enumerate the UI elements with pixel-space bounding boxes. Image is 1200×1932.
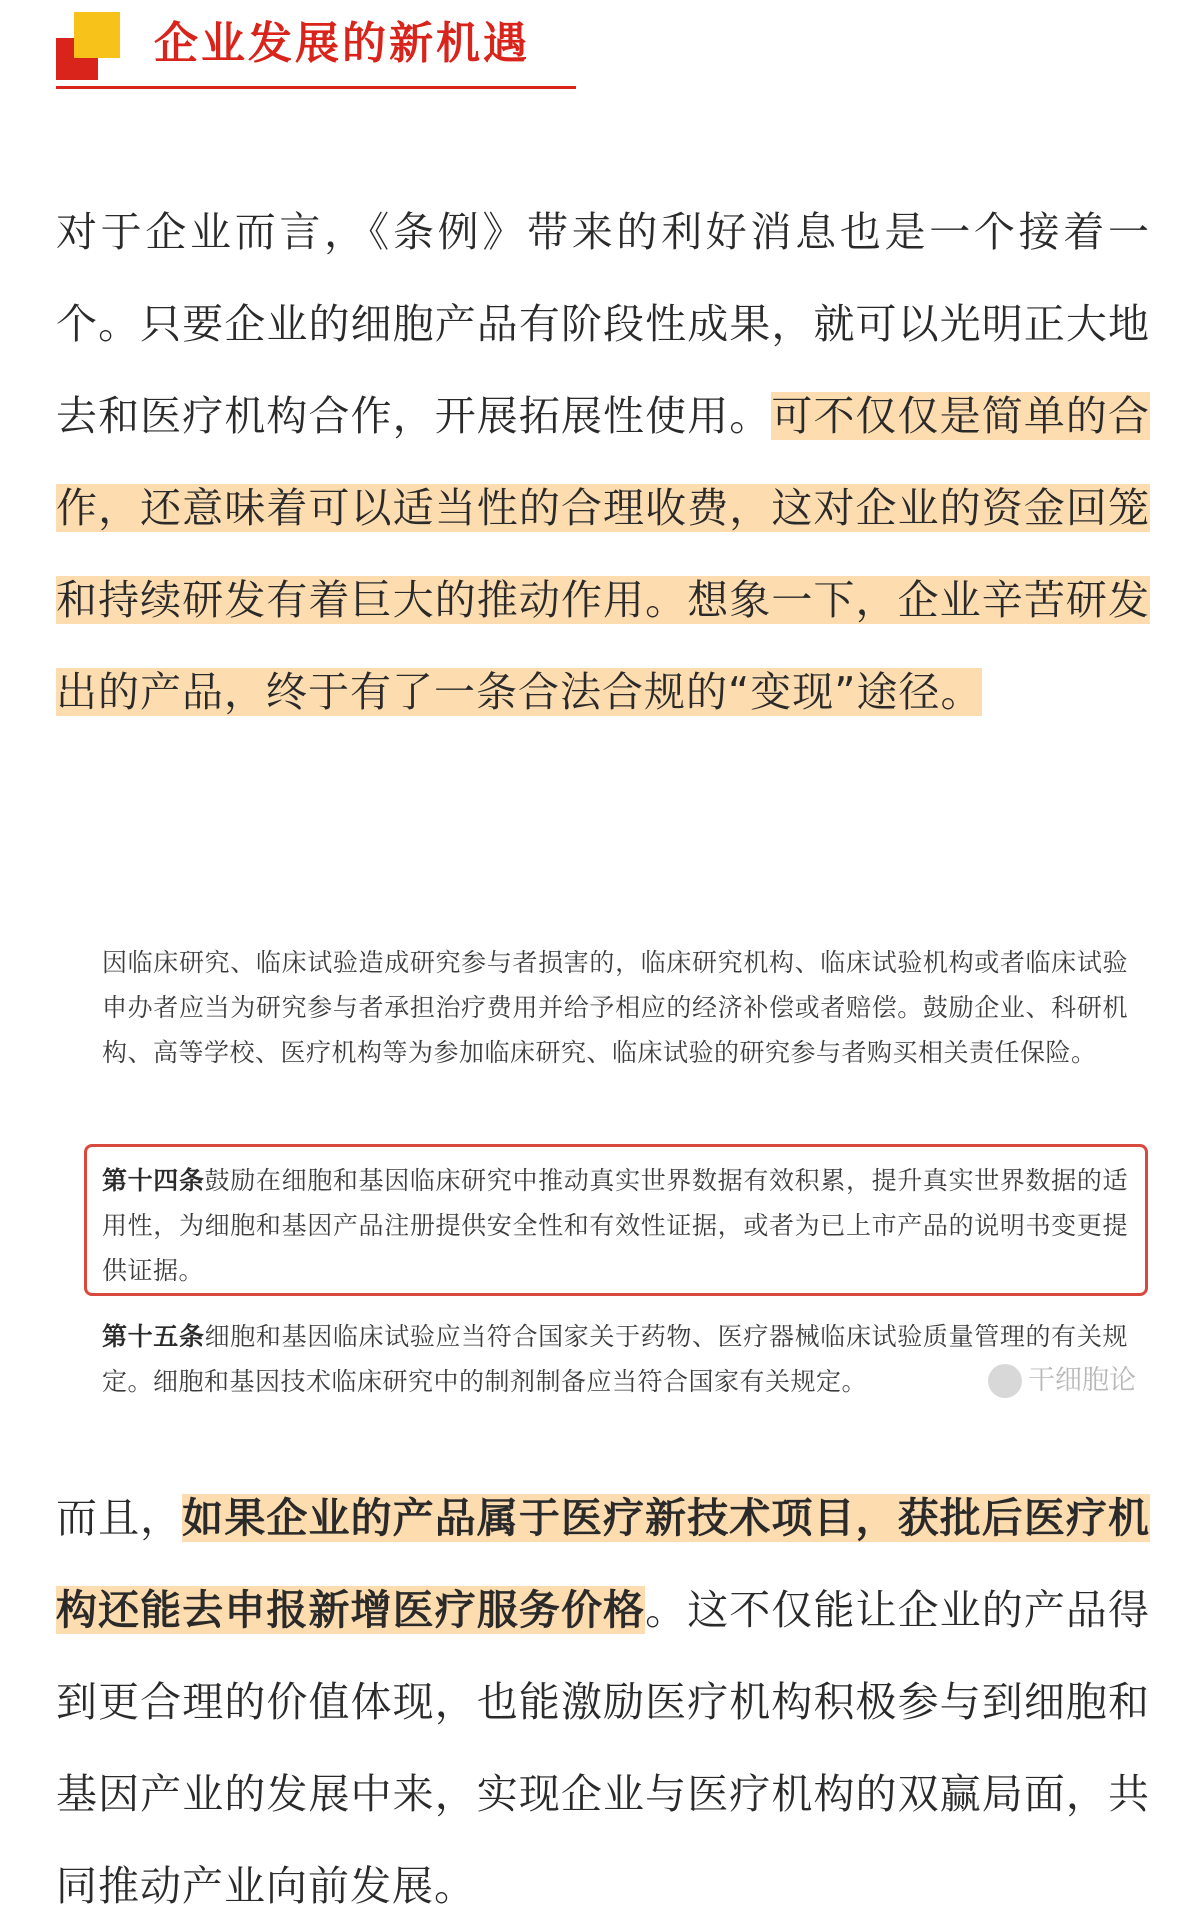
article-15-label: 第十五条 [102,1322,205,1351]
article-15 [102,1314,1128,1404]
section-title-underline [56,86,576,89]
paragraph-2 [56,1472,1150,1932]
watermark-logo-icon [988,1364,1022,1398]
paragraph-2-lead: 而且， [56,1494,183,1542]
article-14-text: 鼓励在细胞和基因临床研究中推动真实世界数据有效积累，提升真实世界数据的适用性，为细胞和基因产品注册提供安全性和有效性证据，或者为已上市产品的说明书变更提供证据。 [102,1166,1128,1285]
article-15-text: 细胞和基因临床试验应当符合国家关于药物、医疗器械临床试验质量管理的有关规定。细胞和基因技术临床研究中的制剂制备应当符合国家有关规定。 [102,1322,1128,1396]
watermark-text: 干细胞论 [1028,1364,1136,1396]
paragraph-1 [56,186,1150,738]
paragraph-1-highlight: 可不仅仅是简单的合作，还意味着可以适当性的合理收费，这对企业的资金回笼和持续研发有着巨大的推动作用。想象一下，企业辛苦研发出的产品，终于有了一条合法合规的“变现”途径。 [56,392,1150,716]
paragraph-2-highlight: 如果企业的产品属于医疗新技术项目，获批后医疗机构还能去申报新增医疗服务价格 [56,1494,1151,1634]
paragraph-2-rest: 。这不仅能让企业的产品得到更合理的价值体现，也能激励医疗机构积极参与到细胞和基因产业的发展中来，实现企业与医疗机构的双赢局面，共同推动产业向前发展。 [56,1586,1151,1910]
article-14 [102,1158,1128,1293]
article-14-label: 第十四条 [102,1166,205,1195]
section-title: 企业发展的新机遇 [154,18,530,69]
section-header [56,12,576,92]
watermark [988,1358,1136,1399]
regulation-excerpt-image [76,928,1156,1436]
section-logo-icon [56,12,126,80]
paragraph-1-plain: 对于企业而言，《条例》带来的利好消息也是一个接着一个。只要企业的细胞产品有阶段性成果，就可以光明正大地去和医疗机构合作，开展拓展性使用。 [56,208,1150,440]
regulation-paragraph-1: 因临床研究、临床试验造成研究参与者损害的，临床研究机构、临床试验机构或者临床试验申办者应当为研究参与者承担治疗费用并给予相应的经济补偿或者赔偿。鼓励企业、科研机构、高等学校、医疗机构等为参加临床研究、临床试验的研究参与者购买相关责任保险。 [102,948,1128,1067]
